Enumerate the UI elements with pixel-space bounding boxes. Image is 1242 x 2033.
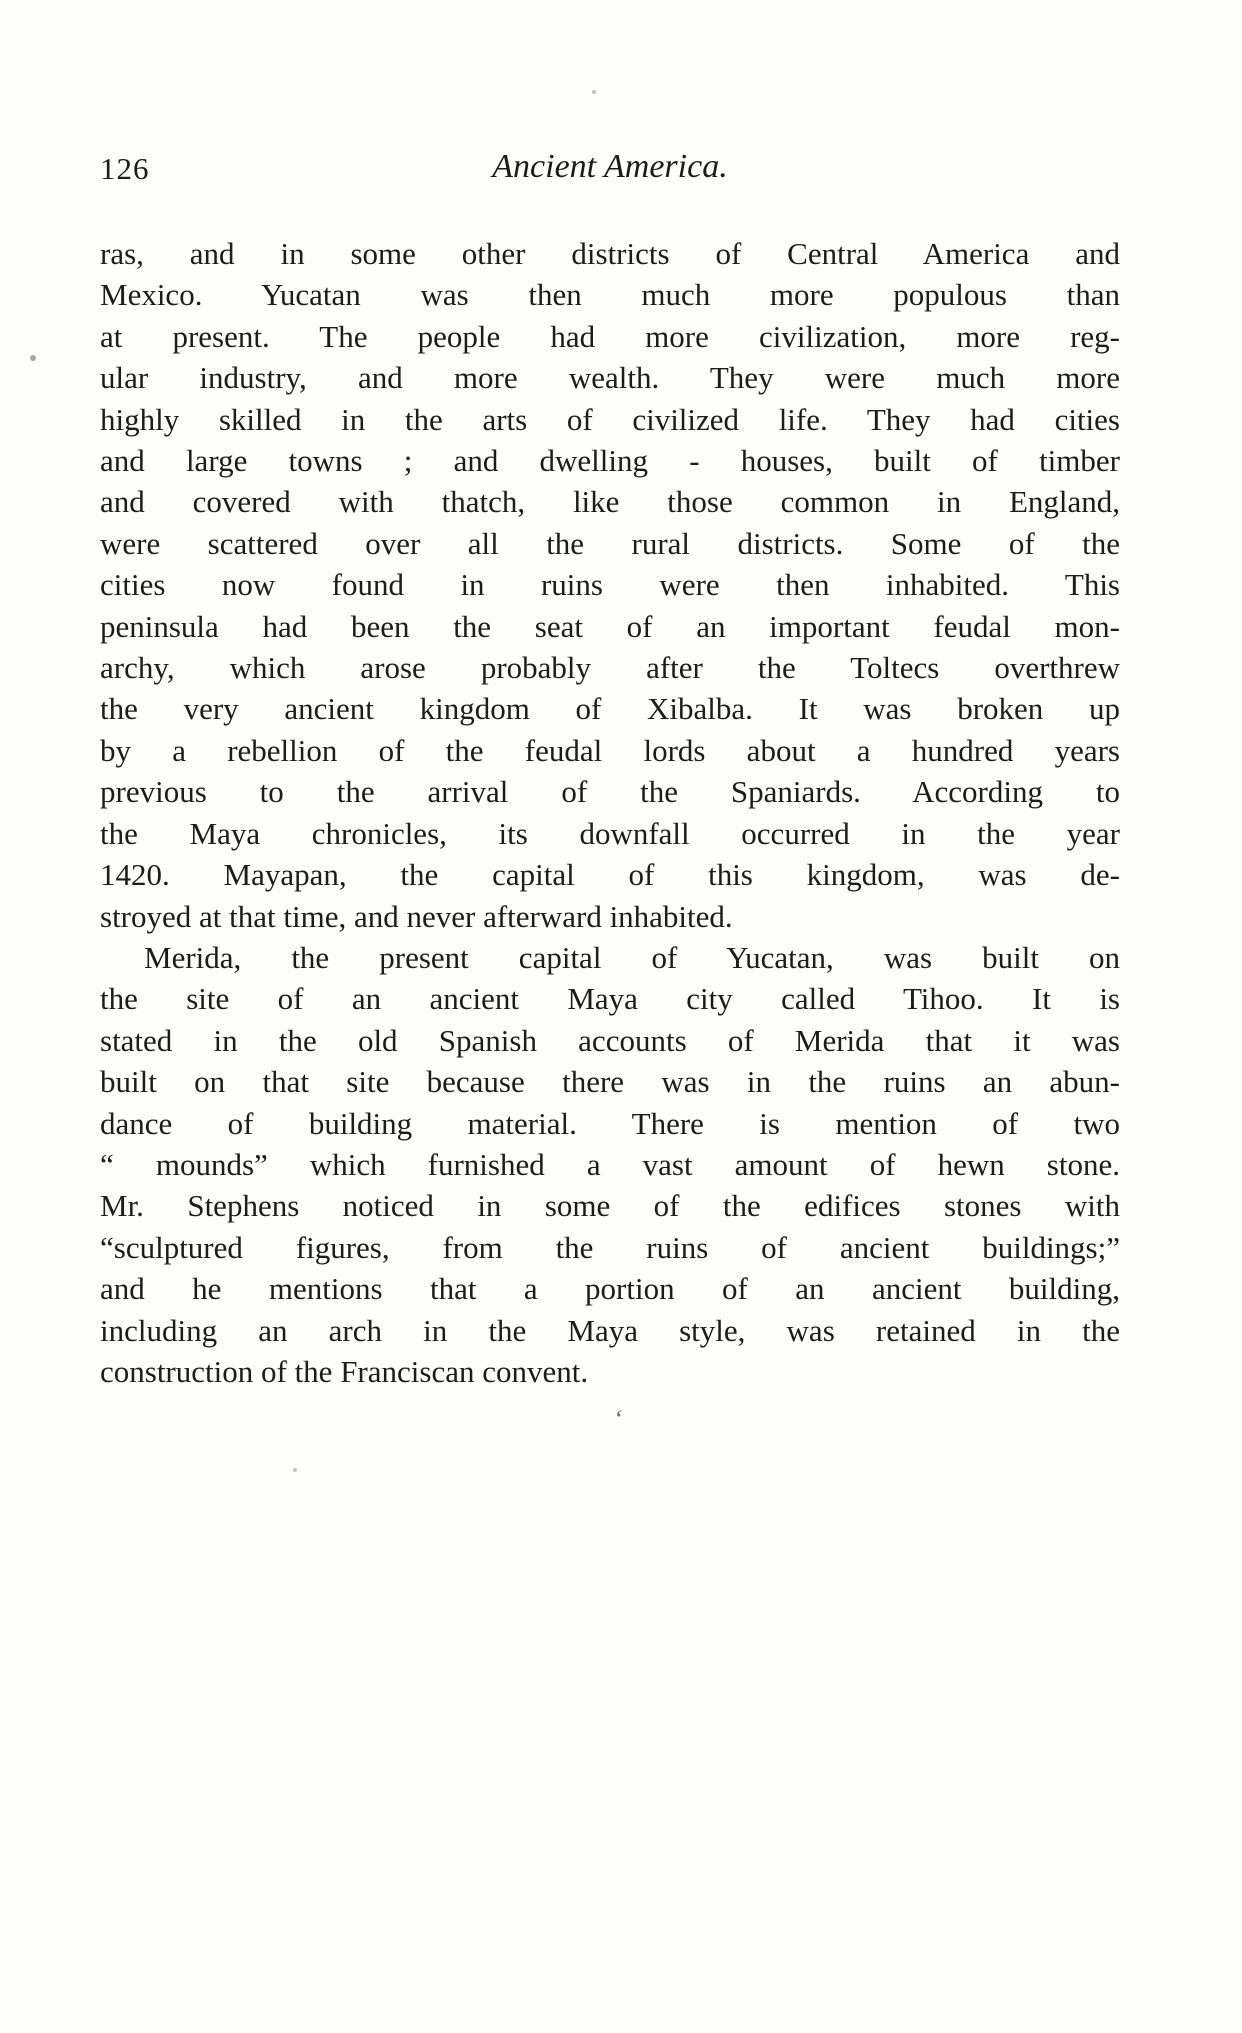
- text-line: Mr. Stephens noticed in some of the edifices stones with: [100, 1188, 1120, 1224]
- text-line: peninsula had been the seat of an important feudal mon-: [100, 608, 1120, 644]
- text-line: “ mounds” which furnished a vast amount of hewn stone.: [100, 1146, 1120, 1182]
- page-text: [100, 233, 1120, 1392]
- scan-speck: [293, 1468, 297, 1472]
- text-line: stroyed at that time, and never afterward inhabited.: [100, 898, 733, 934]
- text-line: 1420. Mayapan, the capital of this kingdom, was de-: [100, 857, 1120, 893]
- text-line: dance of building material. There is mention of two: [100, 1105, 1120, 1141]
- text-line: cities now found in ruins were then inhabited. This: [100, 567, 1120, 603]
- scan-speck: [30, 355, 36, 361]
- text-line: Merida, the present capital of Yucatan, was built on: [144, 939, 1120, 975]
- text-line: highly skilled in the arts of civilized life. They had cities: [100, 401, 1120, 437]
- text-line: and covered with thatch, like those common in England,: [100, 484, 1120, 520]
- text-line: were scattered over all the rural districts. Some of the: [100, 525, 1120, 561]
- text-line: Mexico. Yucatan was then much more populous than: [100, 277, 1120, 313]
- page-number: 126: [100, 151, 150, 186]
- scan-speck: [592, 90, 596, 94]
- text-line: the site of an ancient Maya city called Tihoo. It is: [100, 981, 1120, 1017]
- page-header: [100, 148, 1120, 194]
- text-line: by a rebellion of the feudal lords about a hundred years: [100, 732, 1120, 768]
- running-title: Ancient America.: [492, 148, 728, 185]
- text-line: the very ancient kingdom of Xibalba. It was broken up: [100, 691, 1120, 727]
- text-line: built on that site because there was in the ruins an abun-: [100, 1064, 1120, 1100]
- paragraph-2: [100, 937, 1120, 1392]
- text-line: previous to the arrival of the Spaniards. According to: [100, 774, 1120, 810]
- text-line: ras, and in some other districts of Central America and: [100, 236, 1120, 271]
- text-line: ular industry, and more wealth. They were much more: [100, 360, 1120, 396]
- paragraph-1: [100, 233, 1120, 937]
- text-line: stated in the old Spanish accounts of Merida that it was: [100, 1022, 1120, 1058]
- text-line: the Maya chronicles, its downfall occurred in the year: [100, 815, 1120, 851]
- scan-tickmark: ‘: [612, 1403, 625, 1434]
- text-line: and he mentions that a portion of an ancient building,: [100, 1271, 1120, 1307]
- text-line: “sculptured figures, from the ruins of ancient buildings;”: [100, 1229, 1120, 1265]
- text-line: archy, which arose probably after the Toltecs overthrew: [100, 650, 1120, 686]
- text-line: at present. The people had more civilization, more reg-: [100, 318, 1120, 354]
- text-line: construction of the Franciscan convent.: [100, 1353, 589, 1389]
- text-line: and large towns ; and dwelling - houses, built of timber: [100, 443, 1120, 479]
- text-line: including an arch in the Maya style, was retained in the: [100, 1312, 1120, 1348]
